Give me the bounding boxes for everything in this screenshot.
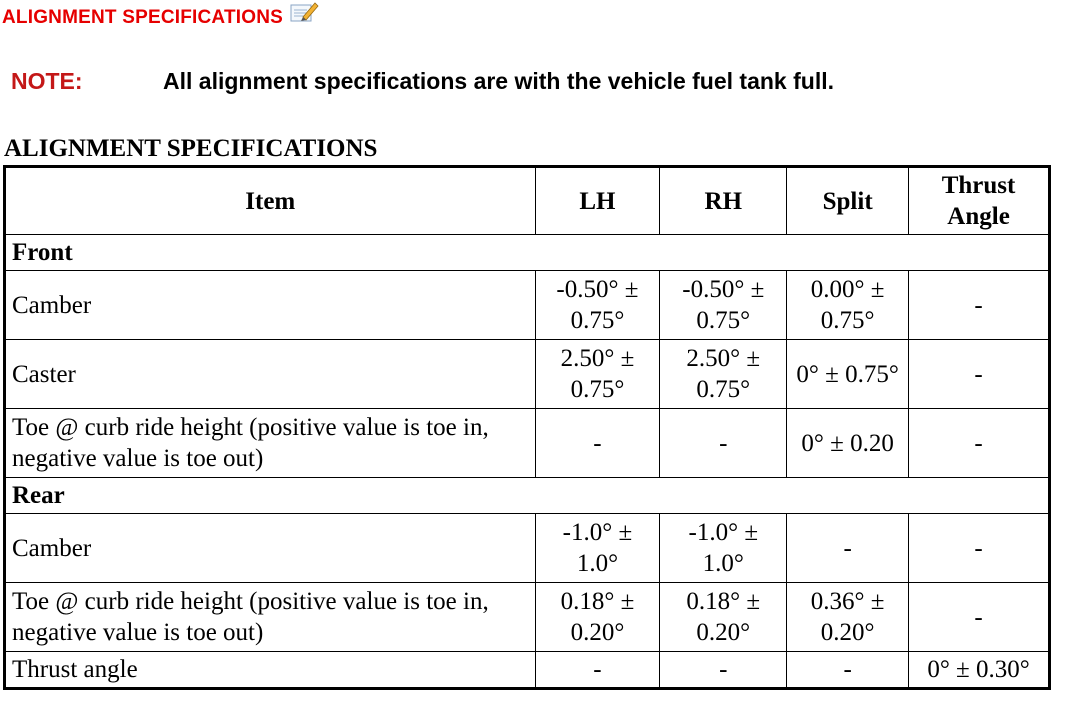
table-row [5,271,1050,340]
split-cell: - [787,652,909,689]
table-row [5,583,1050,652]
section-row-front [5,235,1050,271]
rh-cell: - [660,652,787,689]
item-cell: Camber [5,271,536,340]
thrust-angle-cell: - [909,409,1050,478]
lh-cell: - [535,409,660,478]
lh-cell: - [535,652,660,689]
rh-cell: -1.0° ± 1.0° [660,514,787,583]
split-cell: 0° ± 0.75° [787,340,909,409]
rh-cell: 0.18° ± 0.20° [660,583,787,652]
table-row [5,340,1050,409]
edit-note-icon[interactable] [289,0,319,25]
column-header-lh: LH [535,167,660,235]
column-header-split: Split [787,167,909,235]
split-cell: 0.36° ± 0.20° [787,583,909,652]
rh-cell: 2.50° ± 0.75° [660,340,787,409]
table-header-row [5,167,1050,235]
table-row [5,514,1050,583]
item-cell: Caster [5,340,536,409]
doc-header [2,5,319,31]
section-label-front: Front [5,235,1050,271]
item-cell: Camber [5,514,536,583]
section-row-rear [5,478,1050,514]
column-header-thrust-angle: Thrust Angle [909,167,1050,235]
thrust-angle-cell: - [909,340,1050,409]
rh-cell: - [660,409,787,478]
section-label-rear: Rear [5,478,1050,514]
item-cell: Thrust angle [5,652,536,689]
doc-title: ALIGNMENT SPECIFICATIONS [2,7,284,28]
item-cell: Toe @ curb ride height (positive value is toe in, negative value is toe out) [5,583,536,652]
table-caption: ALIGNMENT SPECIFICATIONS [4,135,378,162]
thrust-angle-cell: - [909,514,1050,583]
note [11,68,834,95]
thrust-angle-cell: 0° ± 0.30° [909,652,1050,689]
split-cell: 0.00° ± 0.75° [787,271,909,340]
lh-cell: -0.50° ± 0.75° [535,271,660,340]
thrust-angle-cell: - [909,583,1050,652]
note-label: NOTE: [11,68,83,94]
alignment-spec-table [3,165,1051,690]
column-header-rh: RH [660,167,787,235]
note-text: All alignment specifications are with the vehicle fuel tank full. [163,68,834,94]
table-row [5,409,1050,478]
lh-cell: -1.0° ± 1.0° [535,514,660,583]
lh-cell: 0.18° ± 0.20° [535,583,660,652]
table-row [5,652,1050,689]
split-cell: - [787,514,909,583]
split-cell: 0° ± 0.20 [787,409,909,478]
rh-cell: -0.50° ± 0.75° [660,271,787,340]
lh-cell: 2.50° ± 0.75° [535,340,660,409]
column-header-item: Item [5,167,536,235]
thrust-angle-cell: - [909,271,1050,340]
item-cell: Toe @ curb ride height (positive value is toe in, negative value is toe out) [5,409,536,478]
